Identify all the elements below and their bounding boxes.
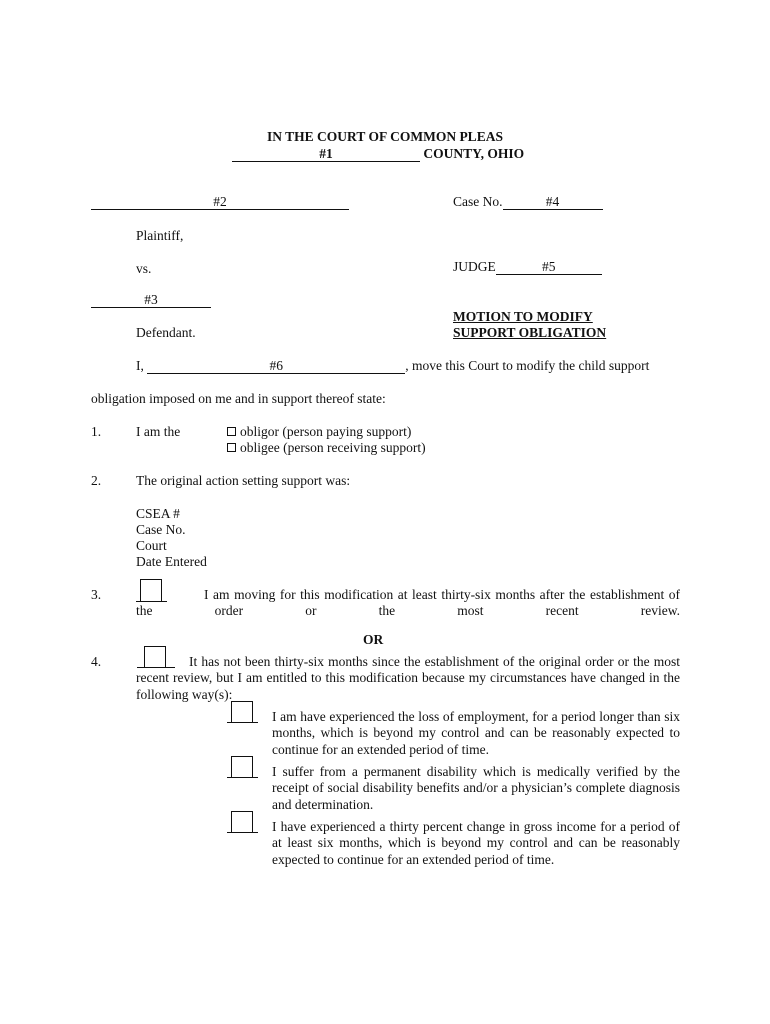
intro-prefix: I,	[136, 358, 144, 373]
plaintiff-label: Plaintiff,	[136, 228, 184, 243]
obligee-checkbox[interactable]	[227, 443, 236, 452]
item-2-text: The original action setting support was:	[136, 473, 351, 488]
income-change-underline	[227, 832, 258, 833]
judge-label: JUDGE	[453, 259, 496, 274]
court-field[interactable]: Court	[136, 538, 167, 553]
county-line	[232, 146, 524, 162]
case-no-line	[453, 194, 603, 210]
loss-of-employment-underline	[227, 722, 258, 723]
loss-of-employment-checkbox[interactable]	[231, 701, 253, 723]
case-no-label: Case No.	[453, 194, 503, 209]
item-3-number: 3.	[91, 587, 102, 602]
county-suffix: COUNTY, OHIO	[423, 146, 525, 161]
judge-blank[interactable]: #5	[496, 260, 602, 275]
income-change-text: I have experienced a thirty percent change in gross income for a period of at least six months, which is beyond my control and can be reasonably expected to continue for an extended period of time.	[272, 819, 680, 867]
item-4-number: 4.	[91, 654, 102, 669]
loss-of-employment-text: I am have experienced the loss of employment, for a period longer than six months, which is beyond my control and can be reasonably expected to continue for an extended period of time.	[272, 709, 680, 757]
vs-label: vs.	[136, 261, 152, 276]
obligee-option[interactable]	[227, 440, 426, 456]
intro-line-1	[136, 358, 649, 374]
date-entered-field[interactable]: Date Entered	[136, 554, 207, 569]
motion-title-line-2: SUPPORT OBLIGATION	[453, 325, 607, 340]
case-no-field[interactable]: Case No.	[136, 522, 186, 537]
obligor-label: obligor (person paying support)	[240, 424, 412, 439]
defendant-label: Defendant.	[136, 325, 196, 340]
county-blank[interactable]: #1	[232, 147, 420, 162]
defendant-blank[interactable]: #3	[91, 293, 211, 308]
item-3-text: I am moving for this modification at least thirty-six months after the establishment of the order or the most recent review.	[136, 587, 680, 619]
item-4-text: It has not been thirty-six months since the establishment of the original order or the most recent review, but I am entitled to this modification because my circumstances have changed in the following way(s):	[136, 654, 680, 702]
disability-checkbox[interactable]	[231, 756, 253, 778]
case-no-blank[interactable]: #4	[503, 195, 603, 210]
motion-title-line-1: MOTION TO MODIFY	[453, 309, 593, 324]
obligor-checkbox[interactable]	[227, 427, 236, 436]
income-change-checkbox[interactable]	[231, 811, 253, 833]
obligor-option[interactable]	[227, 424, 411, 440]
plaintiff-name-line[interactable]	[91, 194, 349, 210]
intro-suffix: , move this Court to modify the child support	[405, 358, 650, 373]
court-title: IN THE COURT OF COMMON PLEAS	[267, 129, 503, 144]
intro-line-2: obligation imposed on me and in support thereof state:	[91, 391, 386, 406]
disability-underline	[227, 777, 258, 778]
judge-line	[453, 259, 602, 275]
movant-name-blank[interactable]: #6	[147, 359, 405, 374]
csea-field[interactable]: CSEA #	[136, 506, 180, 521]
disability-text: I suffer from a permanent disability which is medically verified by the receipt of social disability benefits and/or a physician’s complete diagnosis and determination.	[272, 764, 680, 812]
or-label: OR	[363, 632, 384, 647]
obligee-label: obligee (person receiving support)	[240, 440, 426, 455]
item-2-number: 2.	[91, 473, 102, 488]
plaintiff-blank[interactable]: #2	[91, 195, 349, 210]
item-1-label: I am the	[136, 424, 181, 439]
defendant-name-line[interactable]	[91, 292, 211, 308]
item-1-number: 1.	[91, 424, 102, 439]
